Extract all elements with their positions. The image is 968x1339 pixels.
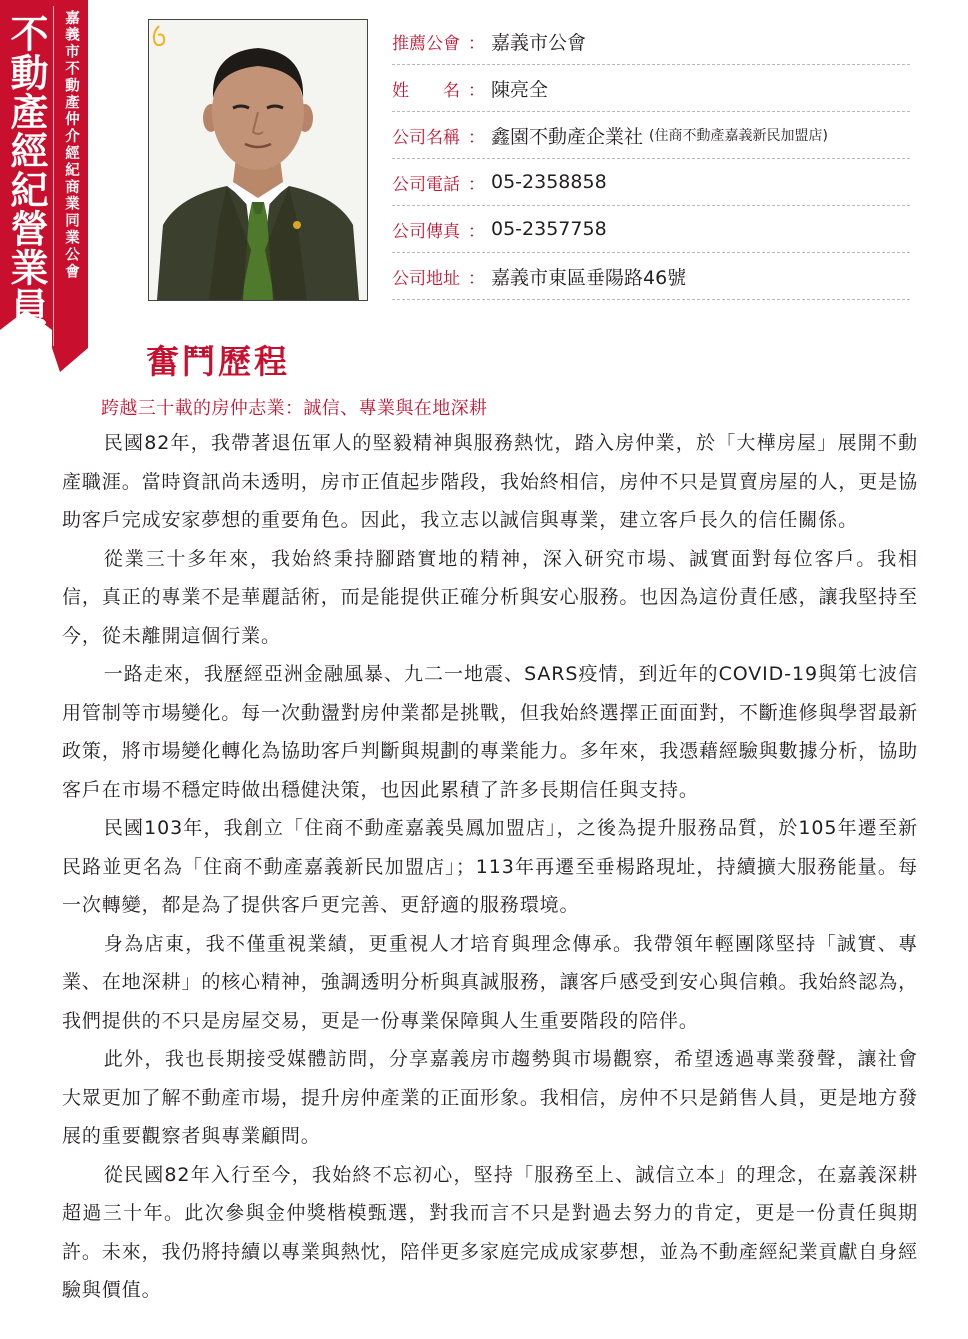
story-body	[62, 424, 918, 1310]
colon: ：	[468, 80, 485, 101]
company-label: 公司名稱	[392, 127, 460, 148]
colon: ：	[468, 174, 485, 195]
phone-label: 公司電話	[392, 174, 460, 195]
info-row-phone	[392, 159, 910, 206]
company-branch-note: (住商不動產嘉義新民加盟店)	[649, 128, 828, 144]
banner-association-name: 嘉義市不動產仲介經紀商業同業公會	[63, 10, 79, 281]
info-row-association	[392, 18, 910, 65]
banner-divider	[53, 6, 54, 346]
paragraph: 一路走來，我歷經亞洲金融風暴、九二一地震、SARS疫情，到近年的COVID-19與第七波信用管制等市場變化。每一次動盪對房仲業都是挑戰，但我始終選擇正面面對，不斷進修與學習最新政策，將市場變化轉化為協助客戶判斷與規劃的專業能力。多年來，我憑藉經驗與數據分析，協助客戶在市場不穩定時做出穩健決策，也因此累積了許多長期信任與支持。	[62, 663, 918, 801]
banner-award-title: 不動產經紀營業員獎	[4, 14, 48, 365]
info-row-fax	[392, 206, 910, 253]
paragraph: 民國82年，我帶著退伍軍人的堅毅精神與服務熱忱，踏入房仲業，於「大樺房屋」展開不動產職涯。當時資訊尚未透明，房市正值起步階段，我始終相信，房仲不只是買賣房屋的人，更是協助客戶完成安家夢想的重要角色。因此，我立志以誠信與專業，建立客戶長久的信任關係。	[62, 432, 918, 531]
name-value: 陳亮全	[491, 78, 549, 101]
section-subtitle: 跨越三十載的房仲志業：誠信、專業與在地深耕	[101, 398, 488, 419]
section-title: 奮鬥歷程	[146, 342, 290, 381]
info-row-company	[392, 112, 910, 159]
company-value: 鑫園不動產企業社	[491, 125, 644, 148]
colon: ：	[468, 127, 485, 148]
paragraph: 此外，我也長期接受媒體訪問，分享嘉義房市趨勢與市場觀察，希望透過專業發聲，讓社會大眾更加了解不動產市場，提升房仲產業的正面形象。我相信，房仲不只是銷售人員，更是地方發展的重要觀察者與專業顧問。	[62, 1048, 918, 1147]
info-row-address	[392, 253, 910, 300]
colon: ：	[468, 268, 485, 289]
association-value: 嘉義市公會	[491, 31, 587, 54]
paragraph: 民國103年，我創立「住商不動產嘉義吳鳳加盟店」，之後為提升服務品質，於105年遷至新民路並更名為「住商不動產嘉義新民加盟店」；113年再遷至垂楊路現址，持續擴大服務能量。每一次轉變，都是為了提供客戶更完善、更舒適的服務環境。	[62, 817, 918, 916]
phone-value: 05-2358858	[491, 171, 607, 193]
fax-label: 公司傳真	[392, 221, 460, 242]
brand-logo-icon	[150, 24, 170, 50]
profile-info	[392, 18, 910, 300]
portrait-photo	[148, 19, 368, 301]
fax-value: 05-2357758	[491, 218, 607, 240]
address-value: 嘉義市東區垂陽路46號	[491, 266, 687, 289]
address-label: 公司地址	[392, 268, 460, 289]
colon: ：	[468, 221, 485, 242]
association-label: 推薦公會	[392, 33, 460, 54]
paragraph: 從業三十多年來，我始終秉持腳踏實地的精神，深入研究市場、誠實面對每位客戶。我相信，真正的專業不是華麗話術，而是能提供正確分析與安心服務。也因為這份責任感，讓我堅持至今，從未離開這個行業。	[62, 547, 918, 647]
award-banner	[0, 0, 88, 372]
colon: ：	[468, 33, 485, 54]
paragraph: 身為店東，我不僅重視業績，更重視人才培育與理念傳承。我帶領年輕團隊堅持「誠實、專業、在地深耕」的核心精神，強調透明分析與真誠服務，讓客戶感受到安心與信賴。我始終認為，我們提供的不只是房屋交易，更是一份專業保障與人生重要階段的陪伴。	[62, 932, 918, 1032]
name-label: 姓 名	[392, 80, 460, 101]
portrait-illustration	[149, 20, 367, 300]
info-row-name	[392, 65, 910, 112]
paragraph: 從民國82年入行至今，我始終不忘初心，堅持「服務至上、誠信立本」的理念，在嘉義深耕超過三十年。此次參與金仲獎楷模甄選，對我而言不只是對過去努力的肯定，更是一份責任與期許。未來，我仍將持續以專業與熱忱，陪伴更多家庭完成成家夢想，並為不動產經紀業貢獻自身經驗與價值。	[62, 1163, 918, 1301]
